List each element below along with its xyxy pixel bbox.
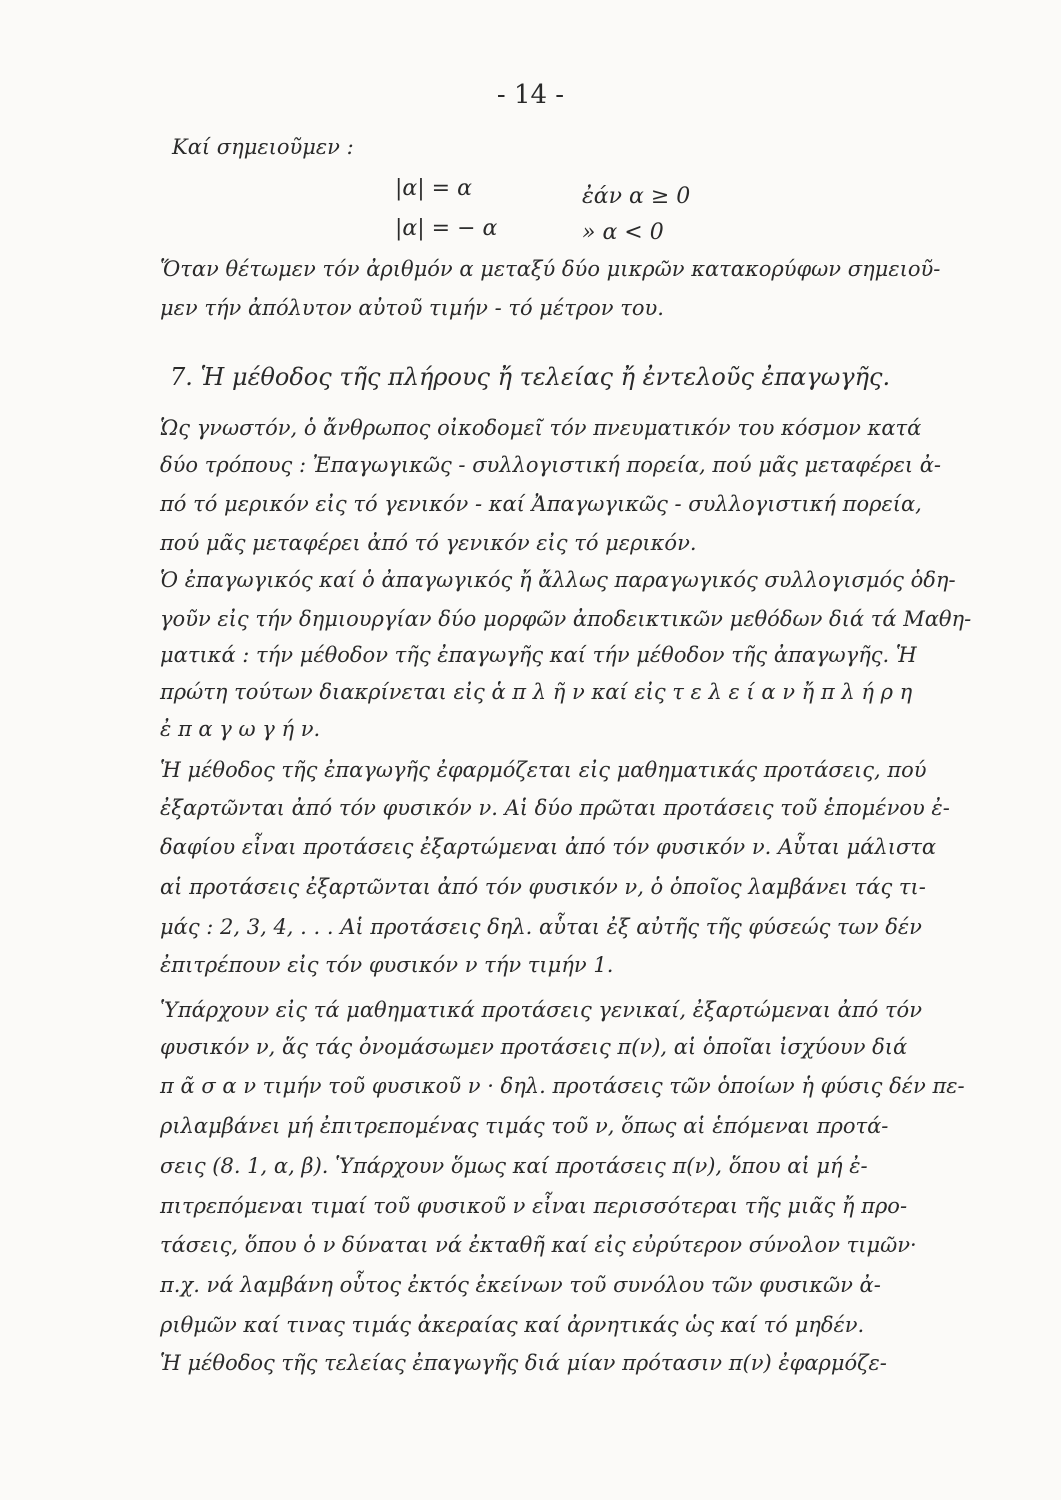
text-line: τάσεις, ὅπου ὁ ν δύναται νά ἐκταθῆ καί εἰς εὐρύτερον σύνολον τιμῶν· — [160, 1233, 917, 1257]
math-cond-2: » α < 0 — [582, 220, 664, 245]
text-line: πού μᾶς μεταφέρει ἀπό τό γενικόν εἰς τό μερικόν. — [160, 531, 697, 555]
text-line: Ἡ μέθοδος τῆς τελείας ἐπαγωγῆς διά μίαν πρότασιν π(ν) ἐφαρμόζε- — [160, 1351, 887, 1375]
text-line: σεις (8. 1, α, β). Ὑπάρχουν ὅμως καί προτάσεις π(ν), ὅπου αἱ μή ἐ- — [160, 1154, 868, 1178]
text-line: Ἡ μέθοδος τῆς ἐπαγωγῆς ἐφαρμόζεται εἰς μαθηματικάς προτάσεις, πού — [160, 758, 927, 782]
math-expr-1: |α| = α — [395, 176, 472, 201]
text-line: ἐπιτρέπουν εἰς τόν φυσικόν ν τήν τιμήν 1. — [160, 953, 614, 977]
text-line: Ὑπάρχουν εἰς τά μαθηματικά προτάσεις γενικαί, ἐξαρτώμεναι ἀπό τόν — [160, 998, 922, 1022]
text-line: πρώτη τούτων διακρίνεται εἰς ἁ π λ ῆ ν καί εἰς τ ε λ ε ί α ν ἤ π λ ή ρ η — [160, 680, 913, 704]
text-line: φυσικόν ν, ἅς τάς ὀνομάσωμεν προτάσεις π(ν), αἱ ὁποῖαι ἰσχύουν διά — [160, 1035, 908, 1059]
text-line: ριλαμβάνει μή ἐπιτρεπομένας τιμάς τοῦ ν, ὅπως αἱ ἑπόμεναι προτά- — [160, 1114, 889, 1138]
text-line: ἐξαρτῶνται ἀπό τόν φυσικόν ν. Αἱ δύο πρῶται προτάσεις τοῦ ἑπομένου ἐ- — [160, 796, 950, 820]
text-line: π.χ. νά λαμβάνη οὗτος ἐκτός ἐκείνων τοῦ συνόλου τῶν φυσικῶν ἀ- — [160, 1273, 881, 1297]
intro-line: Καί σημειοῦμεν : — [172, 135, 354, 159]
math-cond-1: ἐάν α ≥ 0 — [582, 184, 691, 209]
text-line: π ᾶ σ α ν τιμήν τοῦ φυσικοῦ ν · δηλ. προτάσεις τῶν ὁποίων ἡ φύσις δέν πε- — [160, 1074, 965, 1098]
text-line: γοῦν εἰς τήν δημιουργίαν δύο μορφῶν ἀποδεικτικῶν μεθόδων διά τά Μαθη- — [160, 607, 972, 631]
section-heading: 7. Ἡ μέθοδος τῆς πλήρους ἤ τελείας ἤ ἐντελοῦς ἐπαγωγῆς. — [170, 363, 891, 391]
text-line: Ὅταν θέτωμεν τόν ἀριθμόν α μεταξύ δύο μικρῶν κατακορύφων σημειοῦ- — [160, 257, 941, 281]
text-line: ἐ π α γ ω γ ή ν. — [160, 717, 321, 741]
text-line: δαφίου εἶναι προτάσεις ἐξαρτώμεναι ἀπό τόν φυσικόν ν. Αὗται μάλιστα — [160, 835, 937, 859]
text-line: Ὡς γνωστόν, ὁ ἄνθρωπος οἰκοδομεῖ τόν πνευματικόν του κόσμον κατά — [160, 416, 922, 440]
text-line: πιτρεπόμεναι τιμαί τοῦ φυσικοῦ ν εἶναι περισσότεραι τῆς μιᾶς ἤ προ- — [160, 1194, 908, 1218]
text-line: μάς : 2, 3, 4, . . . Αἱ προτάσεις δηλ. αὗται ἐξ αὐτῆς τῆς φύσεώς των δέν — [160, 915, 922, 939]
text-line: Ὁ ἐπαγωγικός καί ὁ ἀπαγωγικός ἤ ἄλλως παραγωγικός συλλογισμός ὁδη- — [160, 568, 956, 592]
page-number: - 14 - — [496, 80, 565, 110]
math-expr-2: |α| = − α — [395, 216, 498, 241]
text-line: ριθμῶν καί τινας τιμάς ἀκεραίας καί ἀρνητικάς ὡς καί τό μηδέν. — [160, 1313, 865, 1337]
text-line: μεν τήν ἀπόλυτον αὐτοῦ τιμήν - τό μέτρον του. — [160, 296, 664, 320]
text-line: δύο τρόπους : Ἐπαγωγικῶς - συλλογιστική πορεία, πού μᾶς μεταφέρει ἀ- — [160, 453, 942, 477]
text-line: πό τό μερικόν εἰς τό γενικόν - καί Ἀπαγωγικῶς - συλλογιστική πορεία, — [160, 492, 922, 516]
text-line: αἱ προτάσεις ἐξαρτῶνται ἀπό τόν φυσικόν ν, ὁ ὁποῖος λαμβάνει τάς τι- — [160, 875, 926, 899]
text-line: ματικά : τήν μέθοδον τῆς ἐπαγωγῆς καί τήν μέθοδον τῆς ἀπαγωγῆς. Ἡ — [160, 643, 917, 667]
